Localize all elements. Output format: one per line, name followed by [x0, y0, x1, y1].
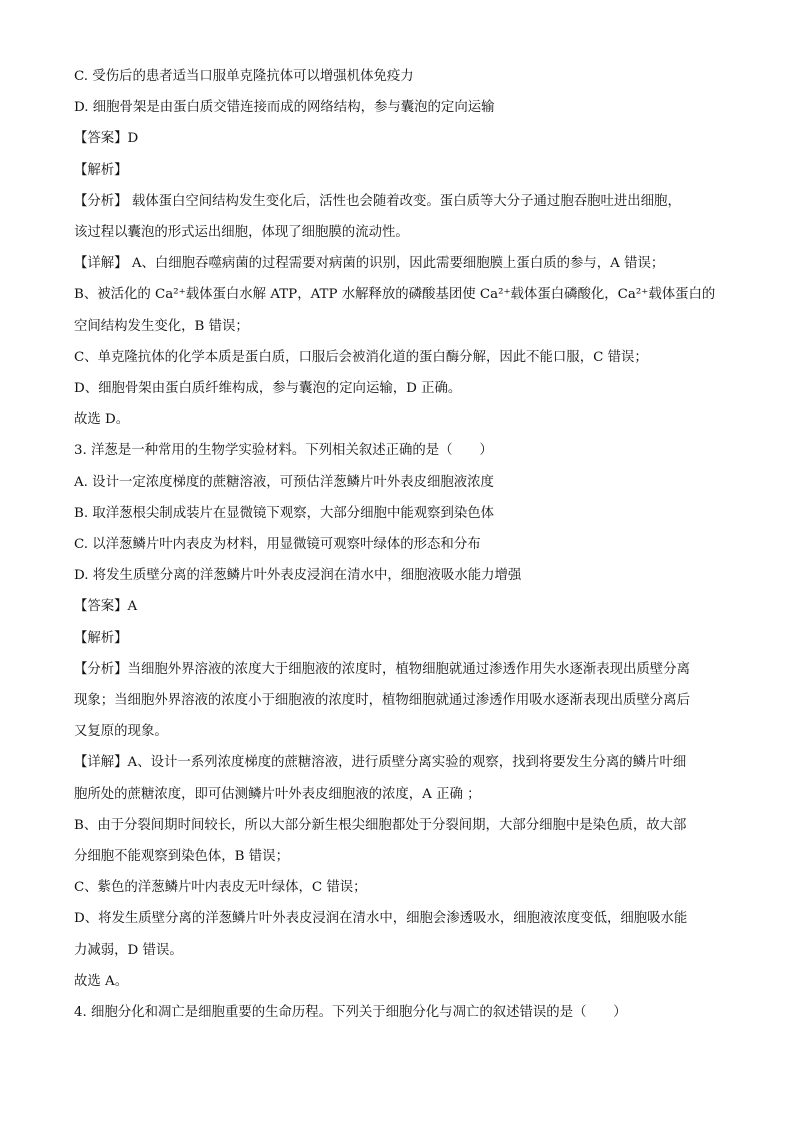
question-3-detail-b-1: B、由于分裂间期时间较长，所以大部分新生根尖细胞都处于分裂间期，大部分细胞中是染色质，故大部 — [74, 817, 687, 833]
choice-summary: 故选 D。 — [74, 412, 130, 428]
question-3-detail-c: C、紫色的洋葱鳞片叶内表皮无叶绿体，C 错误； — [74, 880, 367, 896]
question-3-option-d: D. 将发生质壁分离的洋葱鳞片叶外表皮浸润在清水中，细胞液吸水能力增强 — [74, 568, 522, 584]
analysis-text-2: 该过程以囊泡的形式运出细胞，体现了细胞膜的流动性。 — [74, 225, 409, 241]
question-3-option-b: B. 取洋葱根尖制成装片在显微镜下观察，大部分细胞中能观察到染色体 — [74, 505, 495, 521]
question-3-option-a: A. 设计一定浓度梯度的蔗糖溶液，可预估洋葱鳞片叶外表皮细胞液浓度 — [74, 474, 494, 490]
detail-c: C、单克隆抗体的化学本质是蛋白质，口服后会被消化道的蛋白酶分解，因此不能口服，C 错误； — [74, 349, 648, 365]
question-3-analysis-label: 【解析】 — [74, 630, 128, 646]
question-3-answer: 【答案】A — [74, 599, 138, 615]
option-d: D. 细胞骨架是由蛋白质交错连接而成的网络结构，参与囊泡的定向运输 — [74, 100, 495, 116]
answer-label: 【答案】D — [74, 131, 139, 147]
question-4: 4. 细胞分化和凋亡是细胞重要的生命历程。下列关于细胞分化与凋亡的叙述错误的是（ ） — [74, 1005, 627, 1021]
question-3-analysis-2: 现象；当细胞外界溶液的浓度小于细胞液的浓度时，植物细胞就通过渗透作用吸水逐渐表现出质壁分离后 — [74, 693, 690, 709]
detail-d: D、细胞骨架由蛋白质纤维构成，参与囊泡的定向运输，D 正确。 — [74, 381, 462, 397]
detail-b-1: B、被活化的 Ca²⁺载体蛋白水解 ATP，ATP 水解释放的磷酸基团使 Ca²⁺载体蛋白磷酸化，Ca²⁺载体蛋白的 — [74, 287, 716, 303]
question-3-analysis-3: 又复原的现象。 — [74, 724, 168, 740]
question-3-detail-d-1: D、将发生质壁分离的洋葱鳞片叶外表皮浸润在清水中，细胞会渗透吸水，细胞液浓度变低，细胞吸水能 — [74, 911, 688, 927]
detail-b-2: 空间结构发生变化，B 错误； — [74, 318, 249, 334]
analysis-label: 【解析】 — [74, 162, 128, 178]
question-3-choice-summary: 故选 A。 — [74, 973, 129, 989]
question-3-analysis-1: 【分析】当细胞外界溶液的浓度大于细胞液的浓度时，植物细胞就通过渗透作用失水逐渐表现出质壁分离 — [74, 661, 690, 677]
question-3-detail-a-2: 胞所处的蔗糖浓度，即可估测鳞片叶外表皮细胞液的浓度，A 正确 ； — [74, 786, 481, 802]
document-page — [74, 61, 724, 1028]
question-3-detail-a-1: 【详解】A、设计一系列浓度梯度的蔗糖溶液，进行质壁分离实验的观察，找到将要发生分离的鳞片叶细 — [74, 755, 687, 771]
option-c: C. 受伤后的患者适当口服单克隆抗体可以增强机体免疫力 — [74, 69, 414, 84]
analysis-text-1: 【分析】 载体蛋白空间结构发生变化后，活性也会随着改变。蛋白质等大分子通过胞吞胞吐进出细胞， — [74, 193, 681, 209]
question-3-option-c: C. 以洋葱鳞片叶内表皮为材料，用显微镜可观察叶绿体的形态和分布 — [74, 537, 481, 553]
question-3-detail-d-2: 力减弱，D 错误。 — [74, 942, 183, 958]
detail-a: 【详解】 A、白细胞吞噬病菌的过程需要对病菌的识别，因此需要细胞膜上蛋白质的参与，A 错误； — [74, 256, 665, 272]
question-3: 3. 洋葱是一种常用的生物学实验材料。下列相关叙述正确的是（ ） — [74, 443, 493, 459]
question-3-detail-b-2: 分细胞不能观察到染色体，B 错误； — [74, 849, 289, 865]
